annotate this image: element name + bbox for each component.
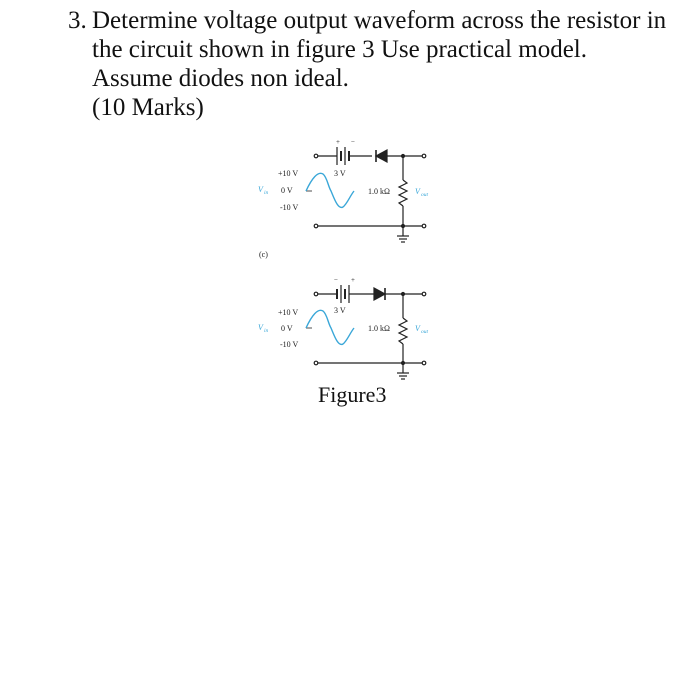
ground-icon	[397, 236, 409, 242]
resistor-label: 1.0 kΩ	[368, 324, 390, 333]
vout-sub: out	[421, 329, 429, 335]
battery-plus: +	[351, 276, 355, 284]
vin-sub: in	[264, 328, 269, 334]
vin-sub: in	[264, 190, 269, 196]
level-pos-10: +10 V	[278, 308, 299, 317]
level-0: 0 V	[281, 324, 293, 333]
part-label: (c)	[259, 250, 268, 259]
input-sine-wave	[306, 310, 354, 344]
ground-icon	[397, 373, 409, 379]
circuit-1	[306, 147, 426, 242]
figure-caption: Figure3	[318, 382, 387, 407]
input-sine-wave	[306, 173, 354, 207]
question-number: 3.	[68, 7, 87, 34]
vout-sub: out	[421, 192, 429, 198]
battery-icon	[337, 147, 349, 165]
circuit-2	[306, 285, 426, 379]
input-terminal-top	[314, 154, 318, 158]
question-line-1: Determine voltage output waveform across the resistor in	[92, 7, 667, 34]
level-neg-10: -10 V	[280, 203, 299, 212]
vout-label: V	[415, 324, 420, 333]
battery-label: 3 V	[334, 306, 346, 315]
input-terminal-top	[314, 292, 318, 296]
resistor-icon	[399, 180, 407, 206]
output-terminal-top	[422, 154, 426, 158]
diode-icon	[374, 288, 385, 300]
resistor-icon	[399, 318, 407, 344]
question-line-2: the circuit shown in figure 3 Use practical model.	[92, 36, 587, 63]
question-line-4: (10 Marks)	[92, 94, 204, 121]
level-neg-10: -10 V	[280, 340, 299, 349]
input-terminal-bottom	[314, 361, 318, 365]
vin-label: V	[258, 323, 263, 332]
battery-plus: +	[336, 138, 340, 146]
battery-minus: −	[334, 276, 338, 284]
question-line-3: Assume diodes non ideal.	[92, 65, 349, 92]
level-pos-10: +10 V	[278, 169, 299, 178]
output-terminal-top	[422, 292, 426, 296]
vin-label: V	[258, 185, 263, 194]
battery-minus: −	[351, 138, 355, 146]
resistor-label: 1.0 kΩ	[368, 187, 390, 196]
output-terminal-bottom	[422, 361, 426, 365]
level-0: 0 V	[281, 186, 293, 195]
diode-icon	[376, 150, 387, 162]
battery-icon	[337, 285, 349, 303]
input-terminal-bottom	[314, 224, 318, 228]
output-terminal-bottom	[422, 224, 426, 228]
vout-label: V	[415, 187, 420, 196]
battery-label: 3 V	[334, 169, 346, 178]
